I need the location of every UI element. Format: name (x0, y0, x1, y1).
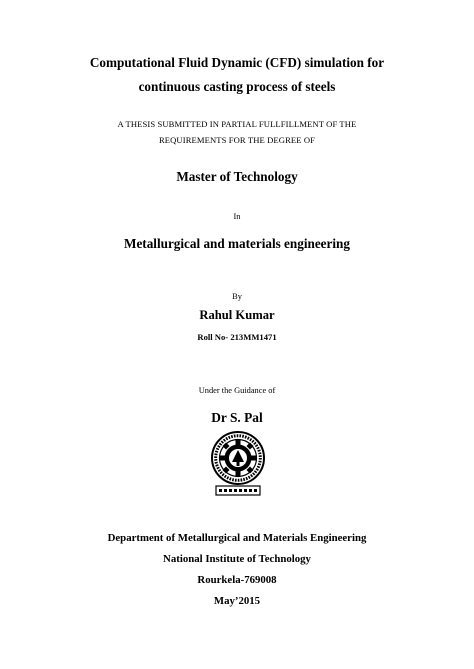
discipline-name: Metallurgical and materials engineering (124, 236, 350, 251)
thesis-title-line-2: continuous casting process of steels (138, 79, 336, 94)
institute-city: Rourkela-769008 (197, 574, 277, 586)
institute-name: National Institute of Technology (163, 553, 311, 565)
roll-number: Roll No- 213MM1471 (197, 332, 277, 342)
nit-rourkela-emblem-icon (210, 429, 266, 498)
in-label: In (233, 212, 241, 221)
author-name: Rahul Kumar (199, 308, 275, 322)
by-label: By (232, 292, 242, 301)
degree-name: Master of Technology (176, 169, 298, 184)
guide-name: Dr S. Pal (211, 410, 263, 425)
submission-statement-line-1: A THESIS SUBMITTED IN PARTIAL FULLFILLMENT OF THE (117, 119, 357, 129)
department-name: Department of Metallurgical and Materials Engineering (107, 532, 367, 544)
thesis-title-line-1: Computational Fluid Dynamic (CFD) simulation for (89, 55, 385, 70)
submission-date: May’2015 (213, 595, 261, 607)
guidance-label: Under the Guidance of (198, 386, 276, 395)
submission-statement-line-2: REQUIREMENTS FOR THE DEGREE OF (158, 135, 316, 145)
